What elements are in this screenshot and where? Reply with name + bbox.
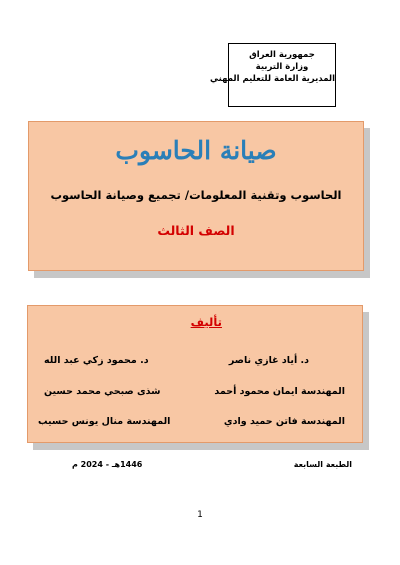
- title-box: [28, 121, 364, 271]
- author-name: المهندسة فاتن حميد وادي: [223, 416, 345, 427]
- page-number: 1: [197, 510, 203, 520]
- authors-heading: تأليف: [190, 315, 222, 329]
- author-name: شذى صبحي محمد حسين: [44, 386, 161, 397]
- ministry-country: جمهورية العراق: [249, 50, 315, 60]
- author-name: د. محمود زكي عبد الله: [44, 355, 149, 366]
- edition-label: الطبعة السابعة: [293, 460, 352, 469]
- ministry-header-box: [210, 43, 336, 107]
- book-title: صيانة الحاسوب: [115, 136, 277, 165]
- ministry-directorate: المديرية العامة للتعليم المهني: [210, 74, 335, 84]
- book-subtitle: الحاسوب وتقنية المعلومات/ تجميع وصيانة الحاسوب: [50, 188, 342, 202]
- authors-box: [27, 305, 363, 443]
- author-name: المهندسة ايمان محمود أحمد: [214, 386, 345, 397]
- grade-label: الصف الثالث: [157, 223, 235, 238]
- publication-year: 1446هـ - 2024 م: [72, 460, 143, 469]
- author-name: المهندسة منال يونس حسيب: [38, 416, 171, 427]
- ministry-name: وزارة التربية: [255, 62, 309, 72]
- author-name: د. أياد غازي ناصر: [228, 355, 309, 366]
